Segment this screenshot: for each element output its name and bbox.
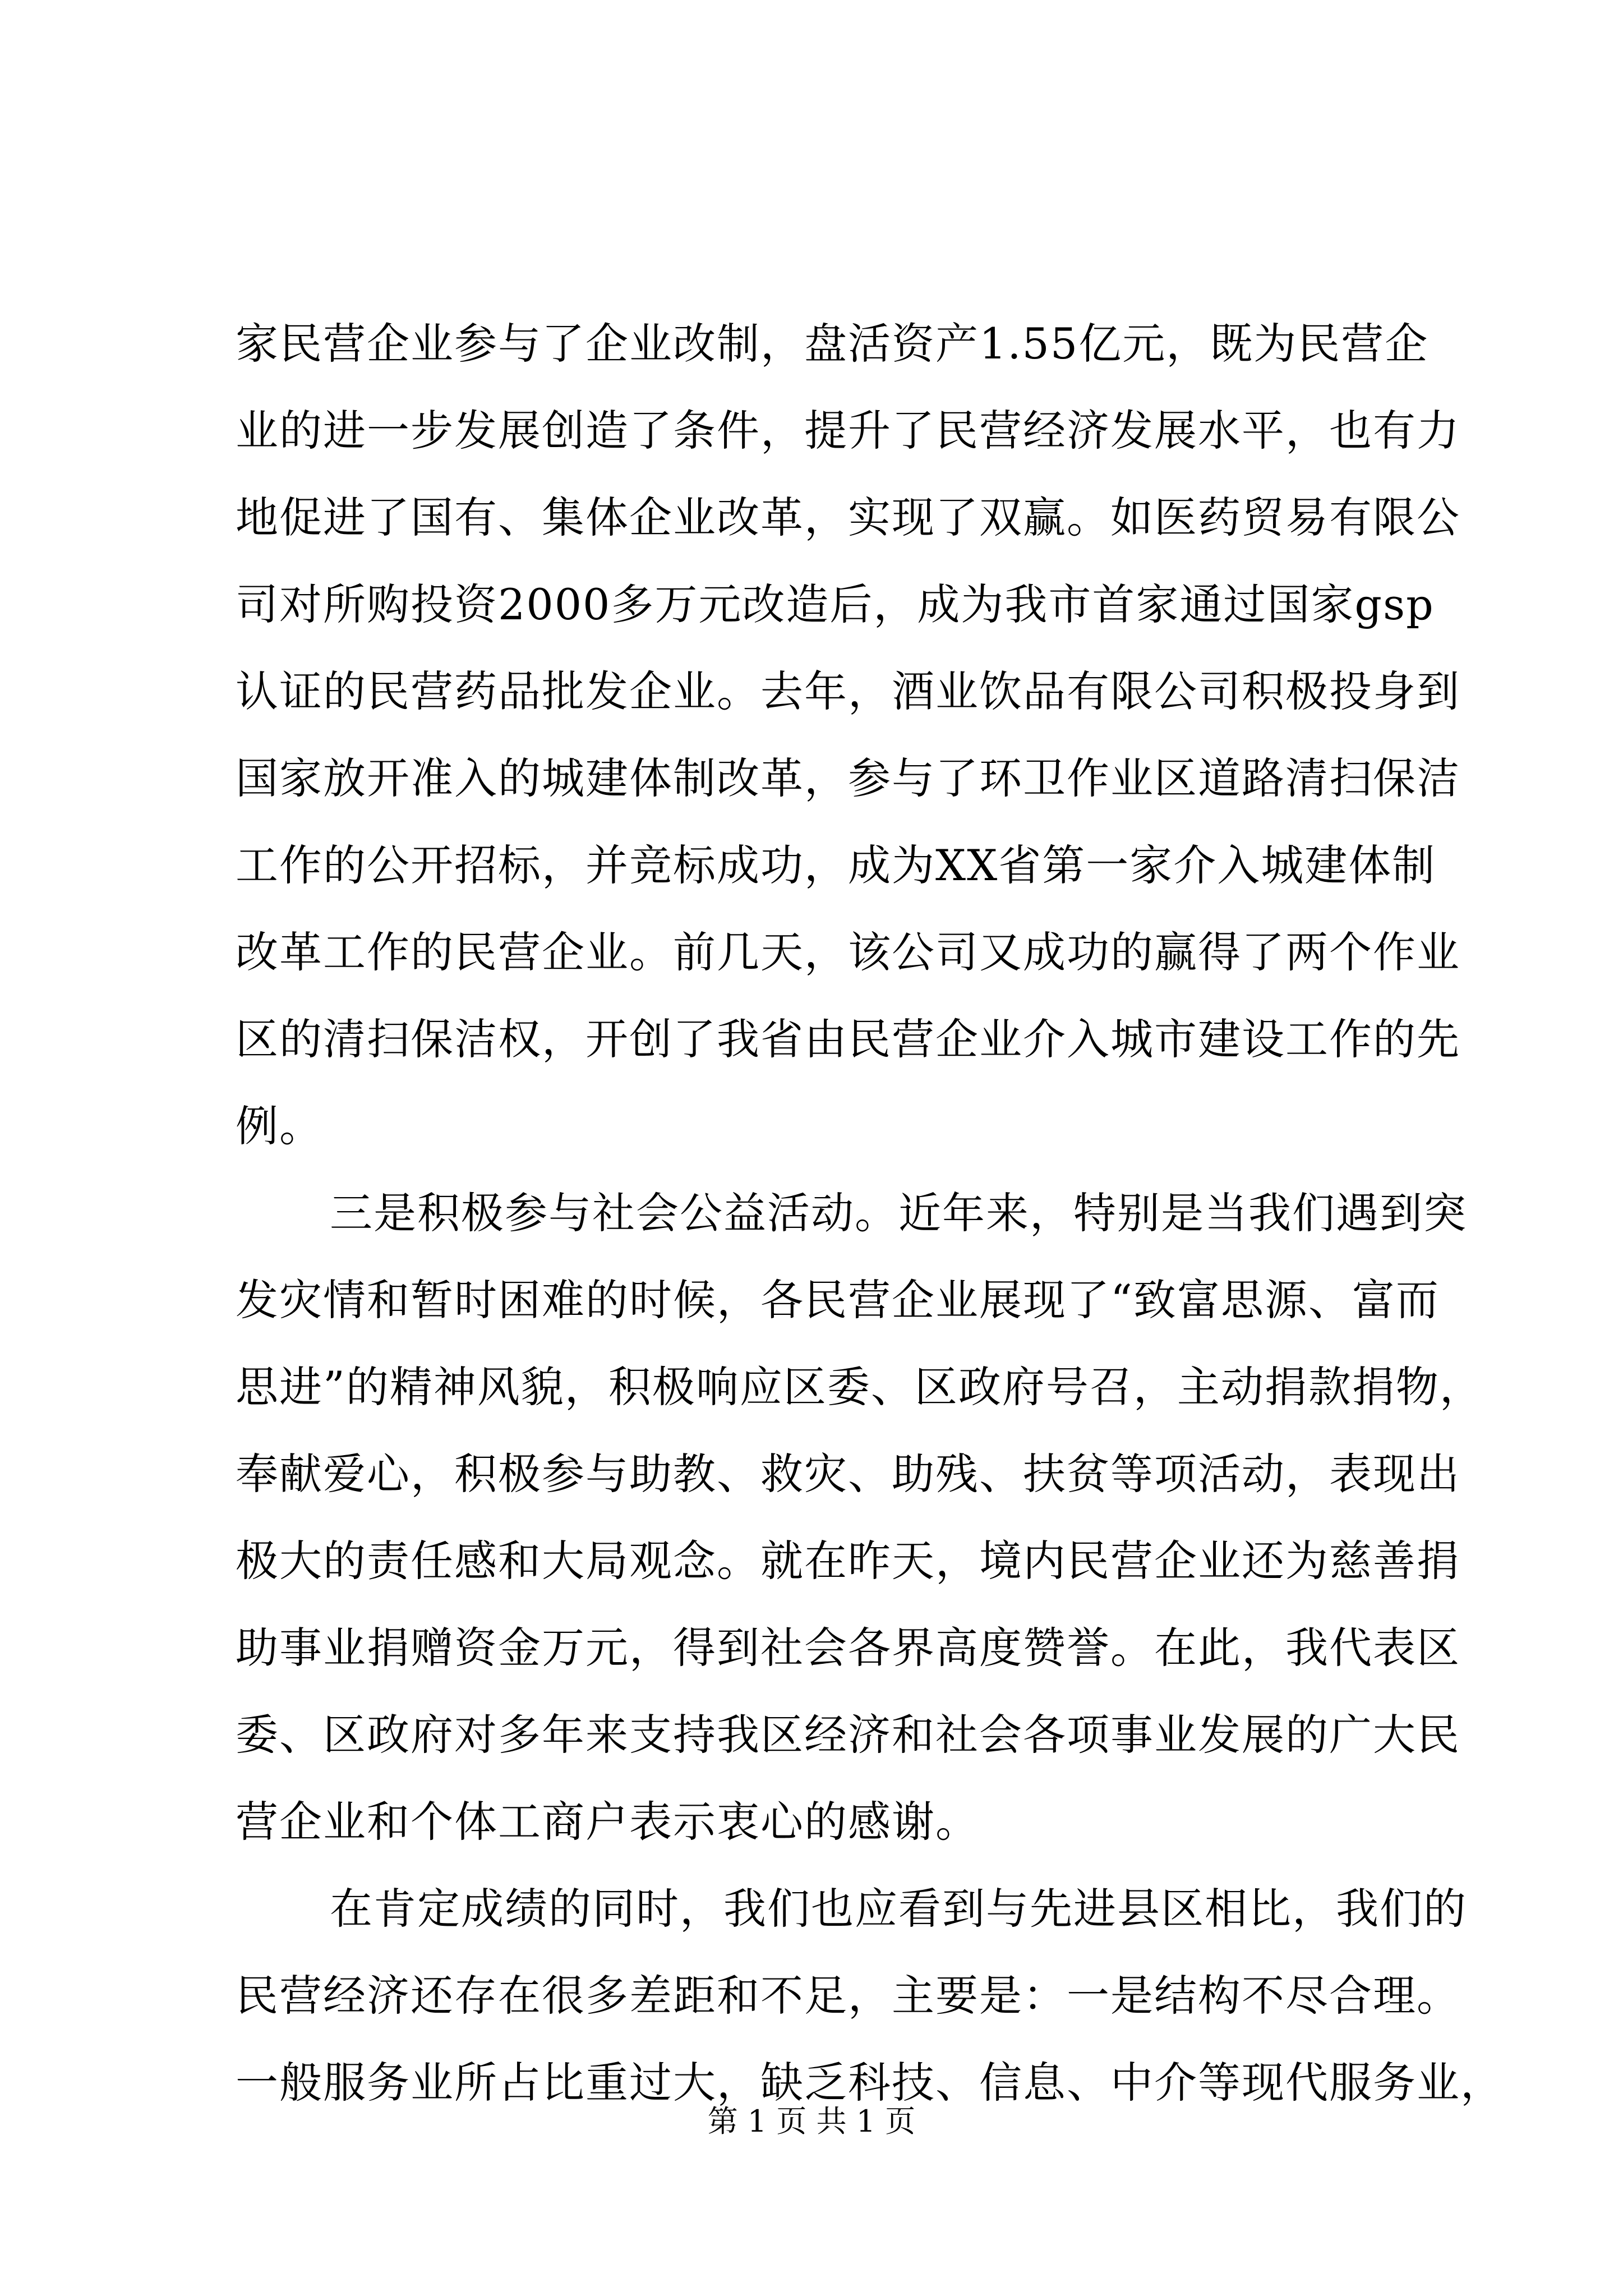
text-line: 助事业捐赠资金万元，得到社会各界高度赞誉。在此，我代表区 bbox=[236, 1623, 1460, 1673]
text-line: 思进”的精神风貌，积极响应区委、区政府号召，主动捐款捐物， bbox=[236, 1362, 1483, 1412]
page-footer: 第 1 页 共 1 页 bbox=[707, 2104, 916, 2139]
text-line: 国家放开准入的城建体制改革，参与了环卫作业区道路清扫保洁 bbox=[236, 753, 1460, 803]
text-line: 极大的责任感和大局观念。就在昨天，境内民营企业还为慈善捐 bbox=[236, 1536, 1460, 1586]
text-line: 奉献爱心，积极参与助教、救灾、助残、扶贫等项活动，表现出 bbox=[236, 1449, 1460, 1499]
text-line: 工作的公开招标，并竞标成功，成为XX省第一家介入城建体制 bbox=[236, 840, 1436, 890]
text-line: 例。 bbox=[236, 1101, 323, 1151]
body-text bbox=[236, 300, 1504, 2126]
text-line: 改革工作的民营企业。前几天，该公司又成功的赢得了两个作业 bbox=[236, 927, 1460, 977]
text-line: 营企业和个体工商户表示衷心的感谢。 bbox=[236, 1797, 979, 1847]
text-line: 委、区政府对多年来支持我区经济和社会各项事业发展的广大民 bbox=[236, 1710, 1460, 1760]
text-line: 地促进了国有、集体企业改革，实现了双赢。如医药贸易有限公 bbox=[236, 493, 1460, 542]
paragraph-start-line: 在肯定成绩的同时，我们也应看到与先进县区相比，我们的 bbox=[330, 1884, 1467, 1934]
text-line: 认证的民营药品批发企业。去年，酒业饮品有限公司积极投身到 bbox=[236, 666, 1460, 716]
text-line: 民营经济还存在很多差距和不足，主要是：一是结构不尽合理。 bbox=[236, 1971, 1460, 2021]
text-line: 家民营企业参与了企业改制，盘活资产1.55亿元，既为民营企 bbox=[236, 319, 1429, 369]
text-line: 一般服务业所占比重过大，缺乏科技、信息、中介等现代服务业， bbox=[236, 2058, 1504, 2108]
text-line: 区的清扫保洁权，开创了我省由民营企业介入城市建设工作的先 bbox=[236, 1014, 1460, 1064]
text-line: 业的进一步发展创造了条件，提升了民营经济发展水平，也有力 bbox=[236, 406, 1460, 455]
text-line: 发灾情和暂时困难的时候，各民营企业展现了“致富思源、富而 bbox=[236, 1275, 1440, 1325]
paragraph-start-line: 三是积极参与社会公益活动。近年来，特别是当我们遇到突 bbox=[330, 1188, 1467, 1238]
text-line: 司对所购投资2000多万元改造后，成为我市首家通过国家gsp bbox=[236, 579, 1435, 629]
